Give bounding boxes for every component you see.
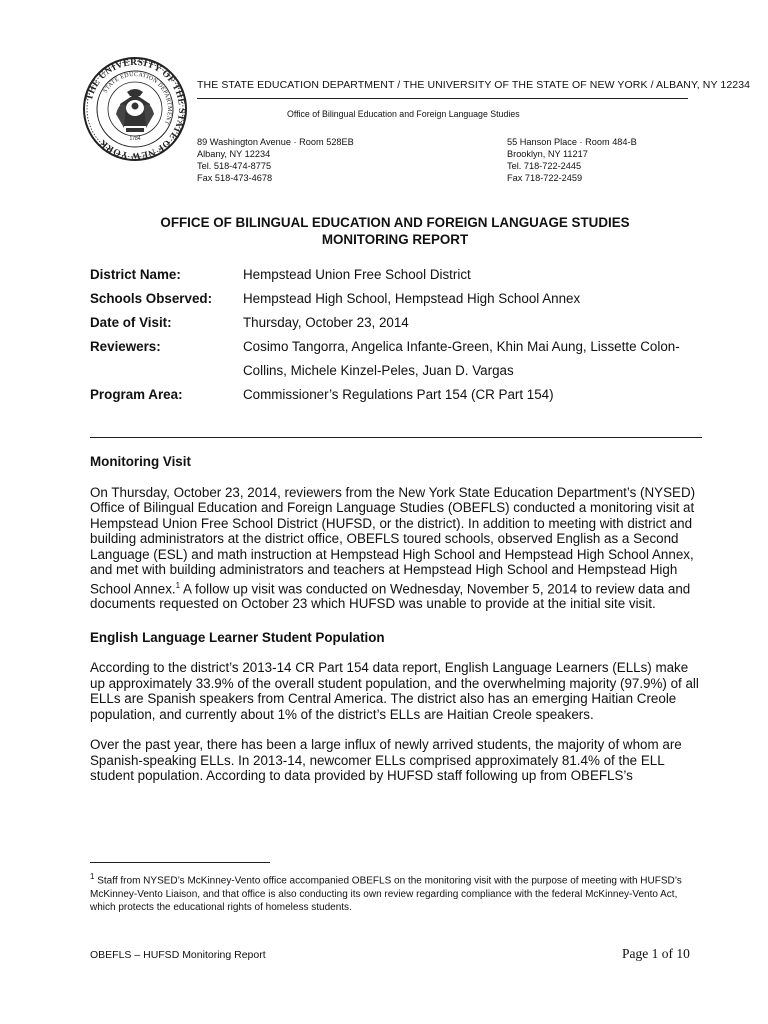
office-line: Office of Bilingual Education and Foreign Language Studies [287,109,520,119]
info-label: Schools Observed: [90,291,213,306]
page-number: Page 1 of 10 [622,946,690,961]
monitoring-text-b: A follow up visit was conducted on Wednesday, November 5, 2014 to review data and documents requested on October 23 which HUFSD was unable to provide at the initial site visit. [90,580,691,612]
ell-paragraph-1: According to the district’s 2013-14 CR Part 154 data report, English Language Learners (ELLs) make up approximately 33.9% of the overall student population, and the overwhelming majority (97.9%) of all ELLs are Spanish speakers from Central America. The district also has an emerging Haitian Creole population, and currently about 1% of the district’s ELLs are Haitian Creole speakers. [90,660,699,722]
info-value [243,335,710,383]
header-divider [197,98,688,99]
info-label: District Name: [90,267,181,282]
report-body [90,454,702,784]
monitoring-text-a: On Thursday, October 23, 2014, reviewers from the New York State Education Department’s (NYSED) Office of Bilingual Education and Foreign Language Studies (OBEFLS) conducted a monitoring visit at Hempstead Union Free School District (HUFSD, or the district). In addition to meeting with district and building administrators at the district office, OBEFLS toured schools, observed English as a Second Language (ESL) and math instruction at Hempstead High School and Hempstead High School Annex, and met with building administrators and teachers at Hempstead High School and Hempstead High School Annex. [90,484,696,596]
info-row-date [90,311,710,335]
address-tel: Tel. 518-474-8775 [197,161,272,171]
address-city: Albany, NY 12234 [197,149,271,159]
info-label: Date of Visit: [90,315,172,330]
address-street: 89 Washington Avenue · Room 528EB [197,137,354,147]
university-seal-logo [82,56,188,162]
address-street: 55 Hanson Place · Room 484-B [507,137,637,147]
reviewers-line2: Collins, Michele Kinzel-Peles, Juan D. Vargas [243,363,514,378]
address-fax: Fax 518-473-4678 [197,173,273,183]
section-divider [90,437,702,438]
footnote-text: Staff from NYSED’s McKinney-Vento office accompanied OBEFLS on the monitoring visit with the purpose of meeting with HUFSD’s McKinney-Vento Liaison, and that office is also conducting its own review regarding compliance with the federal McKinney-Vento Act, which protects the educational rights of homeless students. [90,875,682,914]
info-value: Commissioner’s Regulations Part 154 (CR Part 154) [243,387,554,402]
seal-year: 1784 [129,136,141,142]
info-value: Hempstead High School, Hempstead High School Annex [243,291,581,306]
department-line: THE STATE EDUCATION DEPARTMENT / THE UNIVERSITY OF THE STATE OF NEW YORK / ALBANY, NY 12234 [197,79,751,91]
info-row-reviewers [90,335,710,383]
info-value: Thursday, October 23, 2014 [243,315,409,330]
footer-report-name: OBEFLS – HUFSD Monitoring Report [90,949,266,961]
reviewers-line1: Cosimo Tangorra, Angelica Infante-Green, Khin Mai Aung, Lissette Colon- [243,339,680,354]
address-brooklyn [507,136,637,184]
address-city: Brooklyn, NY 11217 [507,149,588,159]
footnote-number: 1 [90,872,95,881]
info-label: Program Area: [90,387,183,402]
report-title [90,214,700,248]
report-info-table [90,263,710,407]
footnote-ref[interactable]: 1 [175,580,181,590]
footnote [90,870,702,915]
address-tel: Tel. 718-722-2445 [507,161,582,171]
info-row-program [90,383,710,407]
address-albany [197,136,354,184]
info-row-schools [90,287,710,311]
monitoring-visit-heading: Monitoring Visit [90,454,191,469]
info-label: Reviewers: [90,339,161,354]
ell-paragraph-2: Over the past year, there has been a large influx of newly arrived students, the majority of whom are Spanish-speaking ELLs. In 2013-14, newcomer ELLs comprised approximately 81.4% of the ELL student population. According to data provided by HUFSD staff following up from OBEFLS’s [90,737,682,784]
seal-inner-text: STATE EDUCATION DEPARTMENT [102,71,173,126]
address-fax: Fax 718-722-2459 [507,173,583,183]
footnote-divider [90,862,270,863]
ell-population-heading: English Language Learner Student Population [90,629,385,645]
info-row-district [90,263,710,287]
info-value: Hempstead Union Free School District [243,267,471,282]
report-title-line1: OFFICE OF BILINGUAL EDUCATION AND FOREIGN LANGUAGE STUDIES [160,215,630,230]
seal-outer-text: THE UNIVERSITY OF THE STATE OF NEW YORK [84,57,187,161]
report-title-line2: MONITORING REPORT [321,232,469,247]
monitoring-visit-paragraph [90,485,702,612]
